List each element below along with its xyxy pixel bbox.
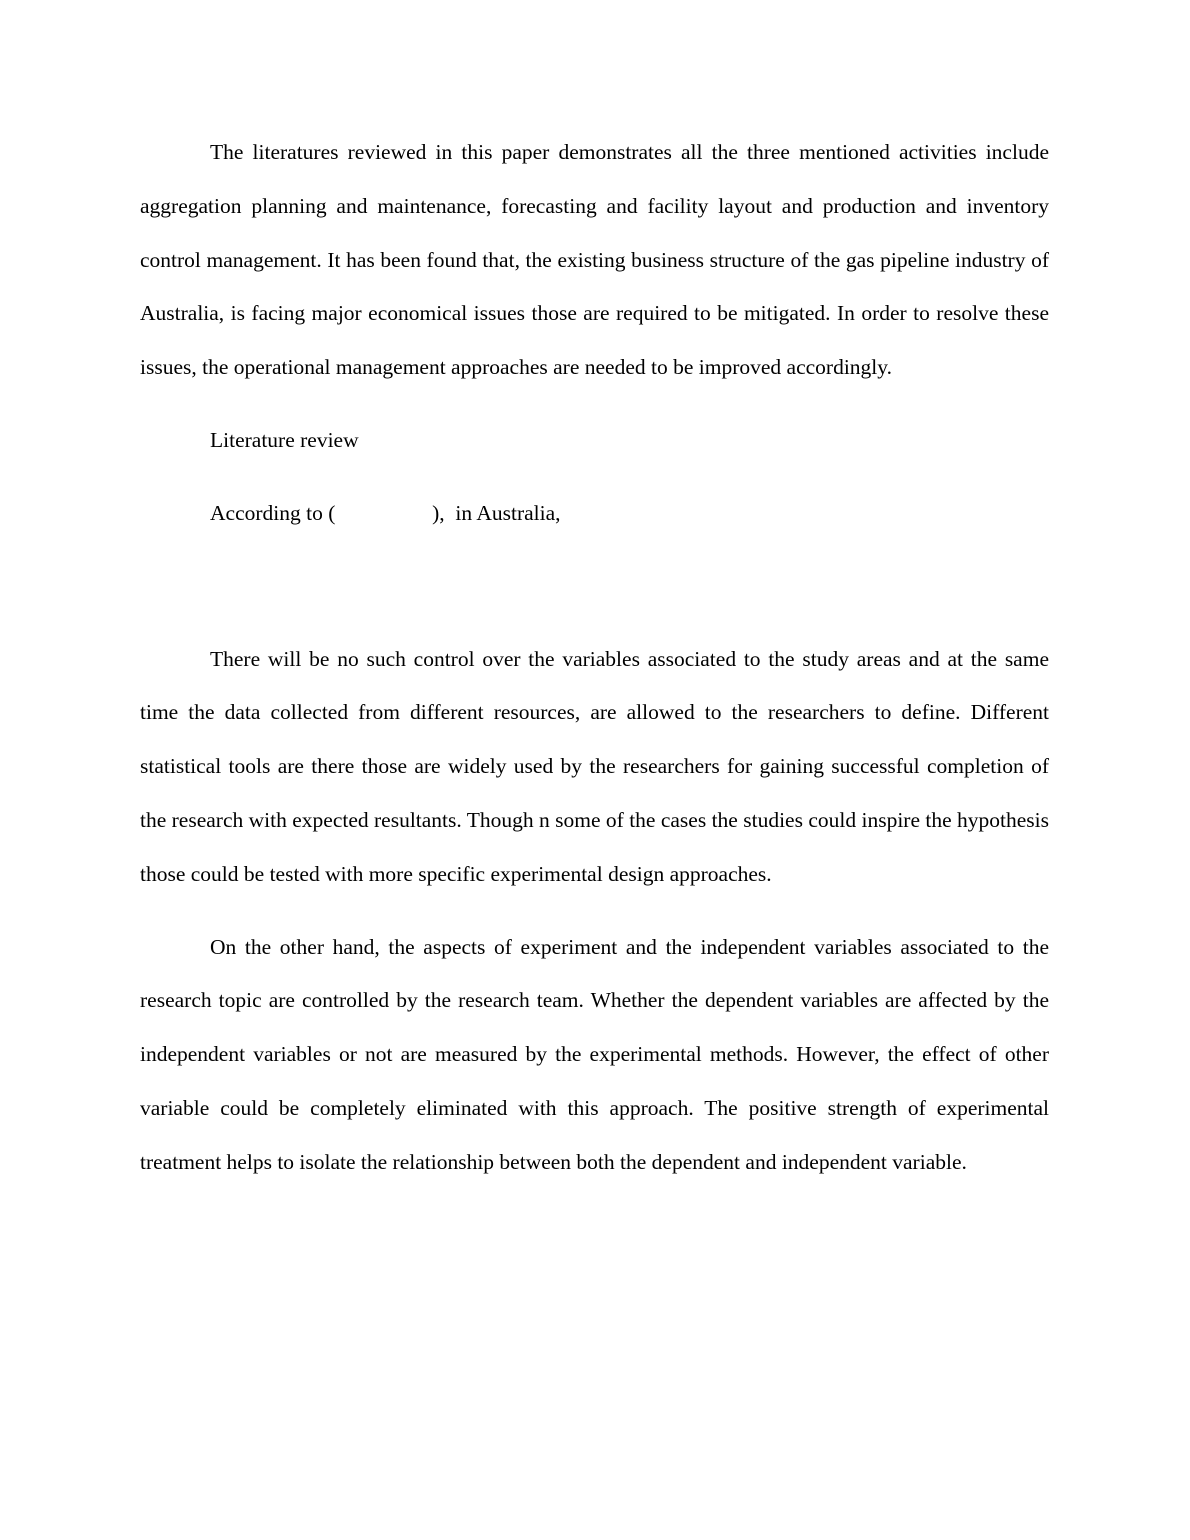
intro-paragraph: The literatures reviewed in this paper demonstrates all the three mentioned activities include aggregation planning and maintenance, forecasting and facility layout and production and inventory control management. It has been found that, the existing business structure of the gas pipeline industry of Australia, is facing major economical issues those are required to be mitigated. In order to resolve these issues, the operational management approaches are needed to be improved accordingly.: [140, 140, 1049, 380]
citation-line: According to ( ), in Australia,: [210, 500, 561, 525]
body-paragraph-variables: There will be no such control over the variables associated to the study areas and at the same time the data collected from different resources, are allowed to the researchers to define. Different statistical tools are there those are widely used by the researchers for gaining successful completion of the research with expected resultants. Though n some of the cases the studies could inspire the hypothesis those could be tested with more specific experimental design approaches.: [140, 646, 1049, 886]
body-paragraph-experiment: On the other hand, the aspects of experiment and the independent variables associated to the research topic are controlled by the research team. Whether the dependent variables are affected by the independent variables or not are measured by the experimental methods. However, the effect of other variable could be completely eliminated with this approach. The positive strength of experimental treatment helps to isolate the relationship between both the dependent and independent variable.: [140, 934, 1049, 1174]
section-heading: Literature review: [210, 427, 359, 452]
document-page: [140, 126, 1049, 1190]
